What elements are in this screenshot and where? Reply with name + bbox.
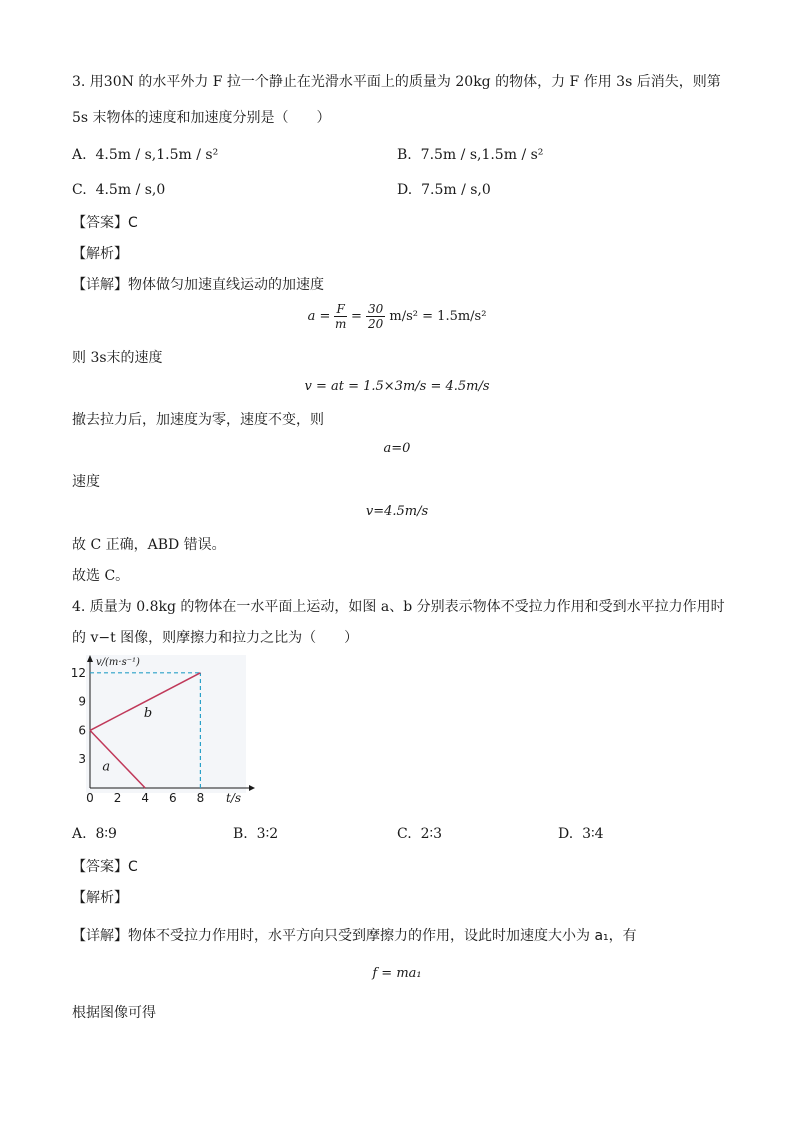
q3-conclusion-1: 故 C 正确，ABD 错误。 <box>72 537 226 553</box>
x-tick-label: 2 <box>113 791 122 805</box>
q3-option-a: A. 4.5m / s,1.5m / s² <box>72 147 219 163</box>
q3-after-text: 撤去拉力后，加速度为零，速度不变，则 <box>72 412 324 428</box>
y-tick-label: 3 <box>78 752 86 767</box>
q4-option-a: A. 8∶9 <box>72 826 117 842</box>
q4-answer: 【答案】C <box>72 859 138 875</box>
q3-speed-text: 速度 <box>72 474 100 490</box>
q3-stem-line2: 5s 末物体的速度和加速度分别是（ ） <box>72 110 331 126</box>
q3-analysis-label: 【解析】 <box>72 246 128 262</box>
q4-option-c: C. 2∶3 <box>397 826 443 842</box>
q4-stem-line1: 4. 质量为 0.8kg 的物体在一水平面上运动，如图 a、b 分别表示物体不受拉力作用和受到水平拉力作用时 <box>72 599 725 615</box>
q3-stem-line1: 3. 用30N 的水平外力 F 拉一个静止在光滑水平面上的质量为 20kg 的物体，力 F 作用 3s 后消失，则第 <box>72 74 721 90</box>
y-tick-label: 6 <box>78 723 86 738</box>
x-tick-label: 6 <box>168 791 177 805</box>
y-tick-label: 12 <box>70 665 86 680</box>
q4-final-text: 根据图像可得 <box>72 1005 156 1021</box>
q4-stem-line2: 的 v−t 图像，则摩擦力和拉力之比为（ ） <box>72 630 359 646</box>
x-tick-label: 8 <box>196 791 205 805</box>
y-axis-label: v/(m·s⁻¹) <box>96 657 140 668</box>
q3-detail: 【详解】物体做匀加速直线运动的加速度 <box>72 277 324 293</box>
vt-graph <box>66 655 256 805</box>
q4-option-d: D. 3∶4 <box>558 826 604 842</box>
q3-equation-acceleration: a = $\frac{F}{m}$ = $\frac{30}{20}$ m/s² = 1.5m/s² <box>307 302 487 331</box>
q4-analysis-label: 【解析】 <box>72 890 128 906</box>
q3-3s-text: 则 3s末的速度 <box>72 350 163 366</box>
q3-equation-a0: a=0 <box>383 441 411 456</box>
x-axis-label: t/s <box>226 791 242 805</box>
x-axis-arrow <box>249 785 255 791</box>
series-label-a: a <box>102 759 111 775</box>
q3-answer: 【答案】C <box>72 215 138 231</box>
x-tick-label: 0 <box>86 791 94 805</box>
q4-option-b: B. 3∶2 <box>233 826 279 842</box>
q3-equation-v: v=4.5m/s <box>365 504 429 519</box>
y-tick-label: 9 <box>78 694 86 709</box>
x-tick-label: 4 <box>141 791 150 805</box>
q3-option-d: D. 7.5m / s,0 <box>397 182 491 198</box>
q3-option-b: B. 7.5m / s,1.5m / s² <box>397 147 544 163</box>
q3-equation-velocity: v = at = 1.5×3m/s = 4.5m/s <box>304 379 490 394</box>
q3-option-c: C. 4.5m / s,0 <box>72 182 166 198</box>
series-label-b: b <box>143 705 153 721</box>
q4-equation-friction: f = ma₁ <box>372 966 422 981</box>
q4-detail: 【详解】物体不受拉力作用时，水平方向只受到摩擦力的作用，设此时加速度大小为 a₁，有 <box>72 928 637 944</box>
q3-conclusion-2: 故选 C。 <box>72 568 130 584</box>
